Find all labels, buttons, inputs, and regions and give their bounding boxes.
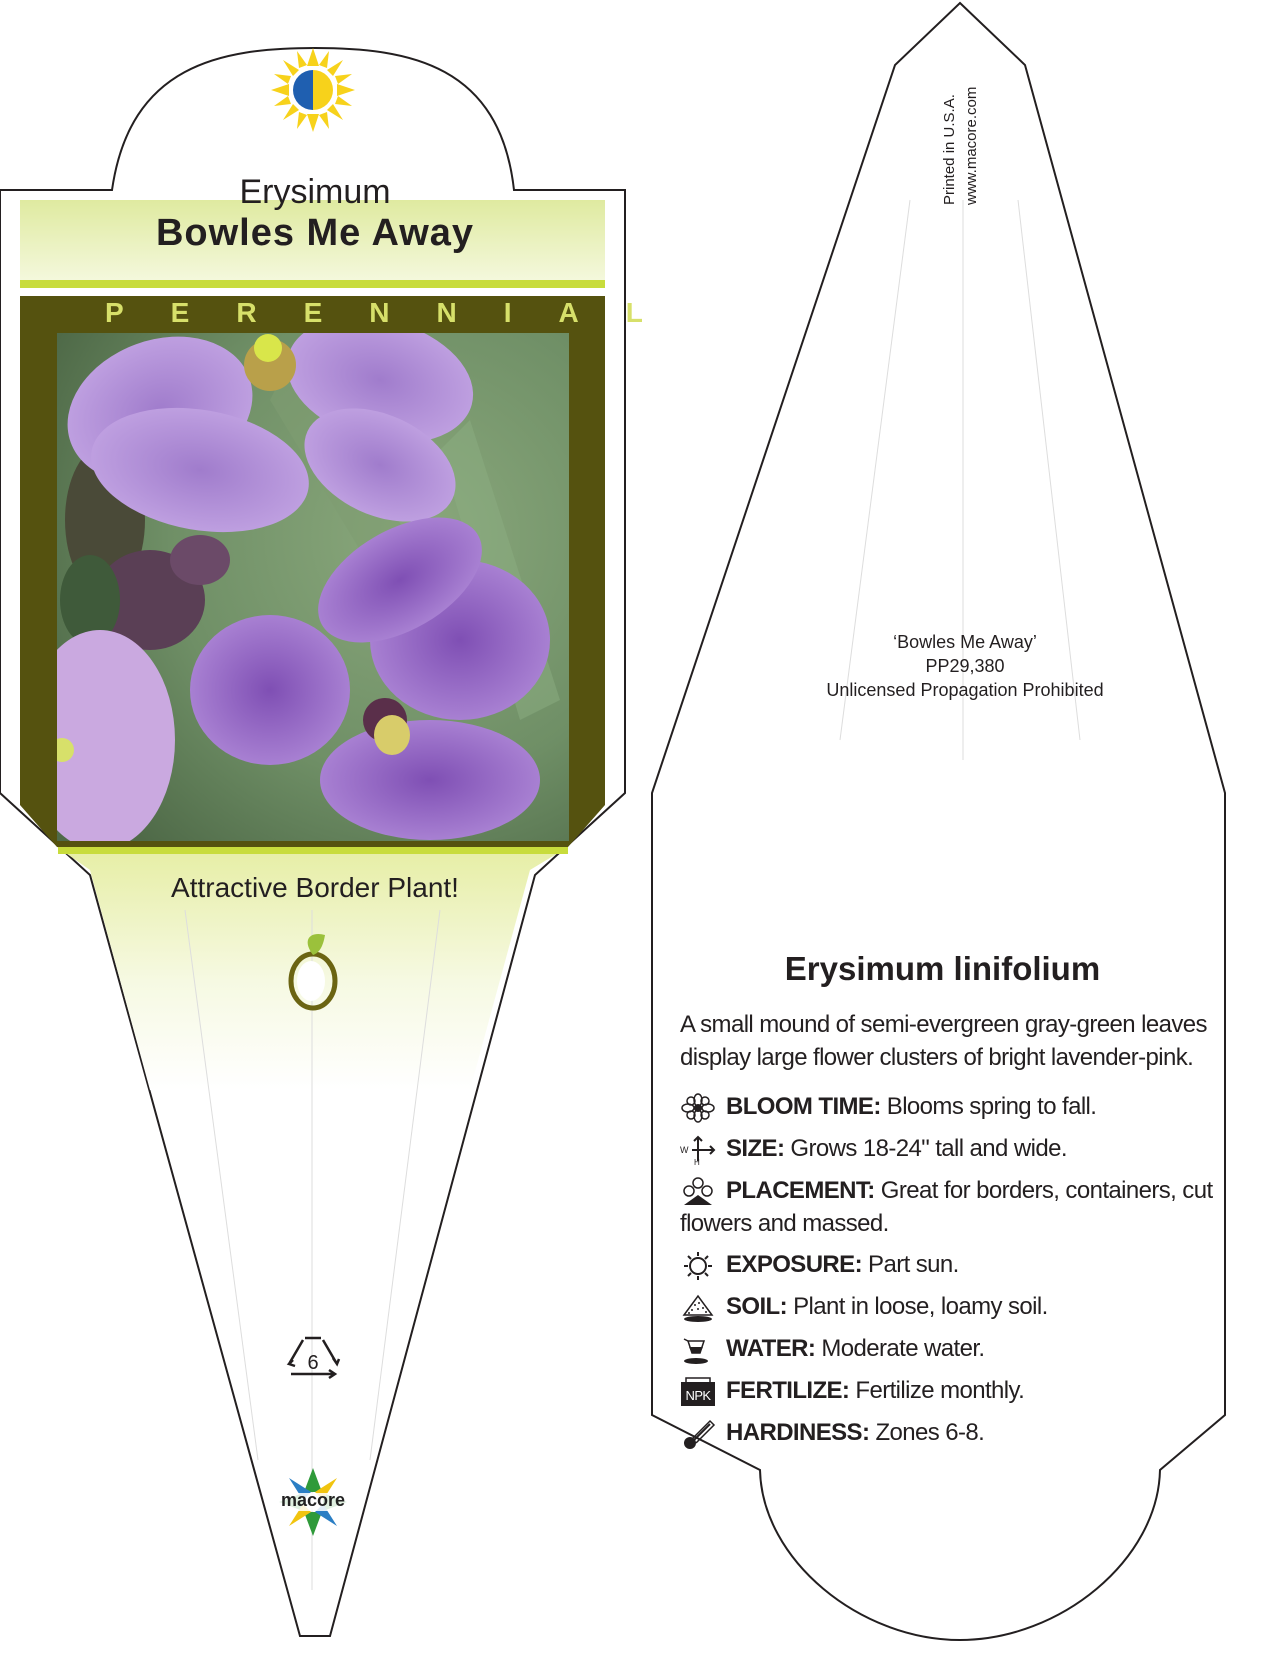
- patent-block: [760, 630, 1170, 702]
- care-bloom-time: [680, 1086, 1240, 1128]
- care-value: Grows 18-24" tall and wide.: [790, 1135, 1067, 1162]
- care-value: Fertilize monthly.: [855, 1377, 1025, 1404]
- placement-icon: [680, 1177, 716, 1207]
- printed-in: Printed in U.S.A.: [941, 94, 958, 205]
- care-label: BLOOM TIME:: [726, 1093, 881, 1120]
- category-label: PERENNIAL: [105, 297, 690, 328]
- recycle-number: 6: [307, 1352, 319, 1374]
- size-arrows-icon: [680, 1135, 716, 1165]
- front-genus: Erysimum: [239, 173, 391, 211]
- website: www.macore.com: [963, 86, 980, 205]
- npk-label: NPK: [685, 1388, 711, 1403]
- care-placement: [680, 1170, 1240, 1244]
- care-size: [680, 1128, 1240, 1170]
- care-value: Zones 6-8.: [875, 1419, 985, 1446]
- care-value: Blooms spring to fall.: [886, 1093, 1097, 1120]
- care-label: EXPOSURE:: [726, 1251, 862, 1278]
- thermometer-icon: [680, 1419, 716, 1449]
- patent-notice: Unlicensed Propagation Prohibited: [826, 680, 1104, 700]
- svg-text:H: H: [694, 1158, 700, 1165]
- flower-photo: [25, 297, 569, 850]
- care-water: [680, 1328, 1240, 1370]
- brand-name: macore: [280, 1490, 346, 1510]
- care-label: FERTILIZE:: [726, 1377, 850, 1404]
- care-fertilize: [680, 1370, 1240, 1412]
- care-label: WATER:: [726, 1335, 816, 1362]
- front-cultivar-name: Bowles Me Away: [155, 212, 475, 254]
- care-list: [680, 1086, 1240, 1454]
- part-sun-icon: [271, 48, 355, 132]
- care-value: Part sun.: [868, 1251, 959, 1278]
- care-exposure: [680, 1244, 1240, 1286]
- care-label: PLACEMENT:: [726, 1177, 875, 1204]
- botanical-name: Erysimum linifolium: [784, 950, 1101, 987]
- care-label: SOIL:: [726, 1293, 787, 1320]
- npk-icon: [680, 1377, 716, 1407]
- care-soil: [680, 1286, 1240, 1328]
- care-value-continued: flowers and massed.: [680, 1210, 889, 1237]
- care-label: SIZE:: [726, 1135, 785, 1162]
- sun-icon: [680, 1251, 716, 1281]
- care-hardiness: [680, 1412, 1240, 1454]
- flower-icon: [680, 1093, 716, 1123]
- plant-description: A small mound of semi-evergreen gray-green leaves display large flower clusters of bright lavender-pink.: [680, 1011, 1207, 1071]
- patent-number: PP29,380: [925, 656, 1005, 676]
- patent-variety: ‘Bowles Me Away’: [893, 632, 1037, 652]
- soil-icon: [680, 1293, 716, 1323]
- watering-can-icon: [680, 1335, 716, 1365]
- care-value: Plant in loose, loamy soil.: [793, 1293, 1048, 1320]
- care-label: HARDINESS:: [726, 1419, 870, 1446]
- svg-text:W: W: [680, 1145, 688, 1155]
- care-value: Great for borders, containers, cut: [880, 1177, 1213, 1204]
- tagline: Attractive Border Plant!: [171, 872, 459, 903]
- front-tag: [0, 48, 690, 1636]
- care-value: Moderate water.: [821, 1335, 985, 1362]
